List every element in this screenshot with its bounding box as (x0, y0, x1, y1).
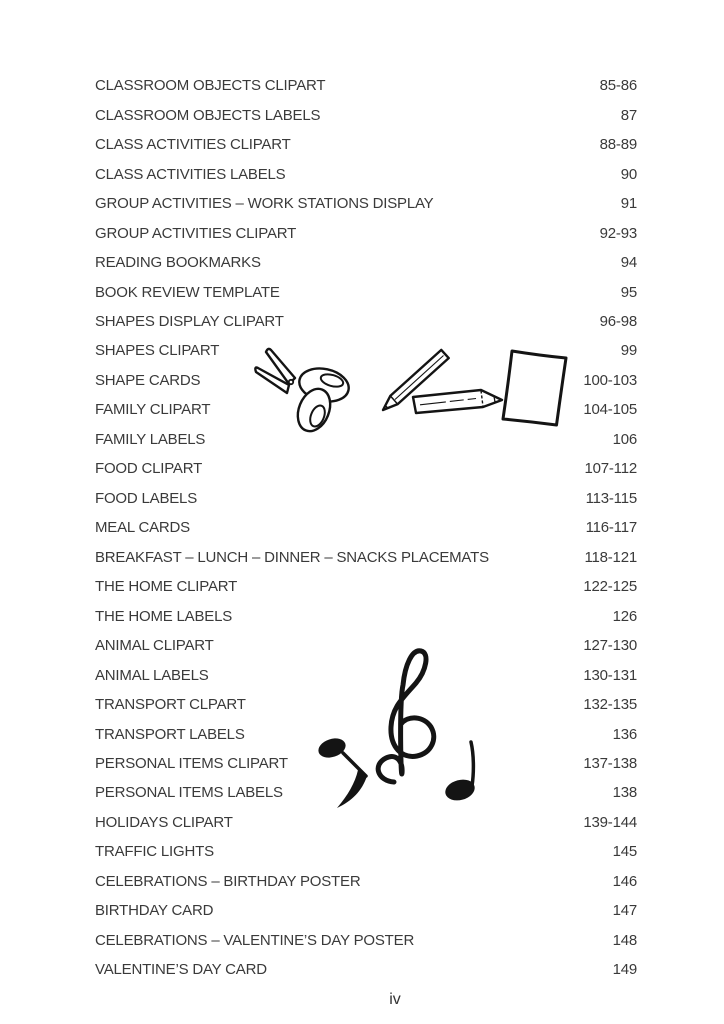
toc-entry-pages: 88-89 (599, 136, 637, 154)
page-number: iv (389, 991, 401, 1008)
toc-row (95, 218, 637, 247)
toc-entry-label: CLASSROOM OBJECTS CLIPART (95, 77, 326, 95)
toc-entry-label: TRAFFIC LIGHTS (95, 843, 214, 861)
toc-row (95, 71, 637, 100)
toc-entry-pages: 149 (612, 961, 637, 979)
toc-row (95, 601, 637, 630)
toc-entry-label: CLASS ACTIVITIES LABELS (95, 165, 286, 183)
scissors-icon (255, 349, 351, 435)
toc-entry-label: PERSONAL ITEMS LABELS (95, 784, 283, 802)
toc-entry-pages: 130-131 (583, 666, 637, 684)
eighth-note-icon (316, 735, 367, 808)
toc-entry-label: GROUP ACTIVITIES CLIPART (95, 224, 297, 242)
toc-entry-label: TRANSPORT CLPART (95, 696, 246, 714)
toc-entry-pages: 136 (612, 725, 637, 743)
toc-entry-label: CLASS ACTIVITIES CLIPART (95, 136, 291, 154)
toc-entry-label: THE HOME LABELS (95, 607, 233, 625)
toc-entry-pages: 99 (620, 342, 637, 360)
toc-row (95, 484, 637, 513)
toc-entry-label: CELEBRATIONS – BIRTHDAY POSTER (95, 872, 361, 890)
toc-entry-label: CELEBRATIONS – VALENTINE’S DAY POSTER (95, 931, 415, 949)
toc-row (95, 189, 637, 218)
toc-entry-pages: 146 (612, 872, 637, 890)
pencil-icon (413, 390, 502, 413)
toc-entry-label: THE HOME CLIPART (95, 578, 238, 596)
toc-entry-pages: 94 (620, 254, 637, 272)
toc-entry-pages: 95 (620, 283, 637, 301)
toc-entry-label: GROUP ACTIVITIES – WORK STATIONS DISPLAY (95, 195, 434, 213)
toc-row (95, 159, 637, 188)
toc-entry-label: PERSONAL ITEMS CLIPART (95, 755, 288, 773)
toc-entry-label: ANIMAL LABELS (95, 666, 209, 684)
toc-entry-label: READING BOOKMARKS (95, 254, 261, 272)
toc-row (95, 896, 637, 925)
toc-entry-pages: 106 (612, 430, 637, 448)
toc-entry-pages: 127-130 (583, 637, 637, 655)
toc-entry-label: BREAKFAST – LUNCH – DINNER – SNACKS PLACEMATS (95, 548, 489, 566)
toc-entry-pages: 107-112 (584, 460, 637, 478)
toc-entry-pages: 139-144 (583, 813, 637, 831)
toc-entry-pages: 148 (612, 931, 637, 949)
toc-entry-pages: 90 (620, 165, 637, 183)
toc-entry-label: SHAPES CLIPART (95, 342, 220, 360)
toc-entry-label: ANIMAL CLIPART (95, 637, 214, 655)
toc-row (95, 837, 637, 866)
toc-row (95, 543, 637, 572)
toc-entry-pages: 100-103 (583, 371, 637, 389)
toc-row (95, 307, 637, 336)
treble-clef-icon (378, 651, 434, 782)
toc-row (95, 955, 637, 984)
toc-row (95, 867, 637, 896)
toc-entry-pages: 122-125 (583, 578, 637, 596)
toc-entry-pages: 147 (612, 902, 637, 920)
toc-row (95, 513, 637, 542)
toc-entry-label: FOOD LABELS (95, 489, 198, 507)
toc-entry-label: FAMILY CLIPART (95, 401, 211, 419)
toc-entry-pages: 96-98 (599, 312, 637, 330)
toc-row (95, 572, 637, 601)
toc-row (95, 130, 637, 159)
toc-entry-pages: 104-105 (583, 401, 637, 419)
toc-entry-label: SHAPES DISPLAY CLIPART (95, 312, 284, 330)
toc-entry-label: CLASSROOM OBJECTS LABELS (95, 106, 321, 124)
toc-entry-pages: 138 (612, 784, 637, 802)
toc-entry-pages: 85-86 (599, 77, 637, 95)
toc-entry-pages: 116-117 (585, 519, 637, 537)
paper-sheet-icon (503, 351, 566, 425)
toc-entry-pages: 132-135 (583, 696, 637, 714)
toc-entry-pages: 92-93 (599, 224, 637, 242)
toc-entry-pages: 118-121 (584, 548, 637, 566)
toc-entry-label: TRANSPORT LABELS (95, 725, 245, 743)
toc-entry-pages: 87 (620, 106, 637, 124)
toc-entry-label: MEAL CARDS (95, 519, 190, 537)
quarter-note-icon (443, 742, 477, 804)
toc-row (95, 248, 637, 277)
table-of-contents (95, 71, 637, 985)
toc-entry-label: FAMILY LABELS (95, 430, 206, 448)
toc-entry-label: BIRTHDAY CARD (95, 902, 214, 920)
toc-row (95, 100, 637, 129)
toc-entry-pages: 91 (620, 195, 637, 213)
toc-entry-pages: 126 (612, 607, 637, 625)
toc-entry-pages: 113-115 (585, 489, 637, 507)
toc-row (95, 277, 637, 306)
toc-entry-label: BOOK REVIEW TEMPLATE (95, 283, 280, 301)
toc-entry-label: FOOD CLIPART (95, 460, 203, 478)
toc-entry-pages: 137-138 (583, 755, 637, 773)
toc-entry-label: SHAPE CARDS (95, 371, 201, 389)
stationery-illustration (245, 347, 570, 435)
toc-row (95, 454, 637, 483)
toc-row (95, 926, 637, 955)
toc-entry-pages: 145 (612, 843, 637, 861)
toc-entry-label: VALENTINE’S DAY CARD (95, 961, 267, 979)
toc-entry-label: HOLIDAYS CLIPART (95, 813, 233, 831)
music-notes-illustration (310, 643, 485, 813)
